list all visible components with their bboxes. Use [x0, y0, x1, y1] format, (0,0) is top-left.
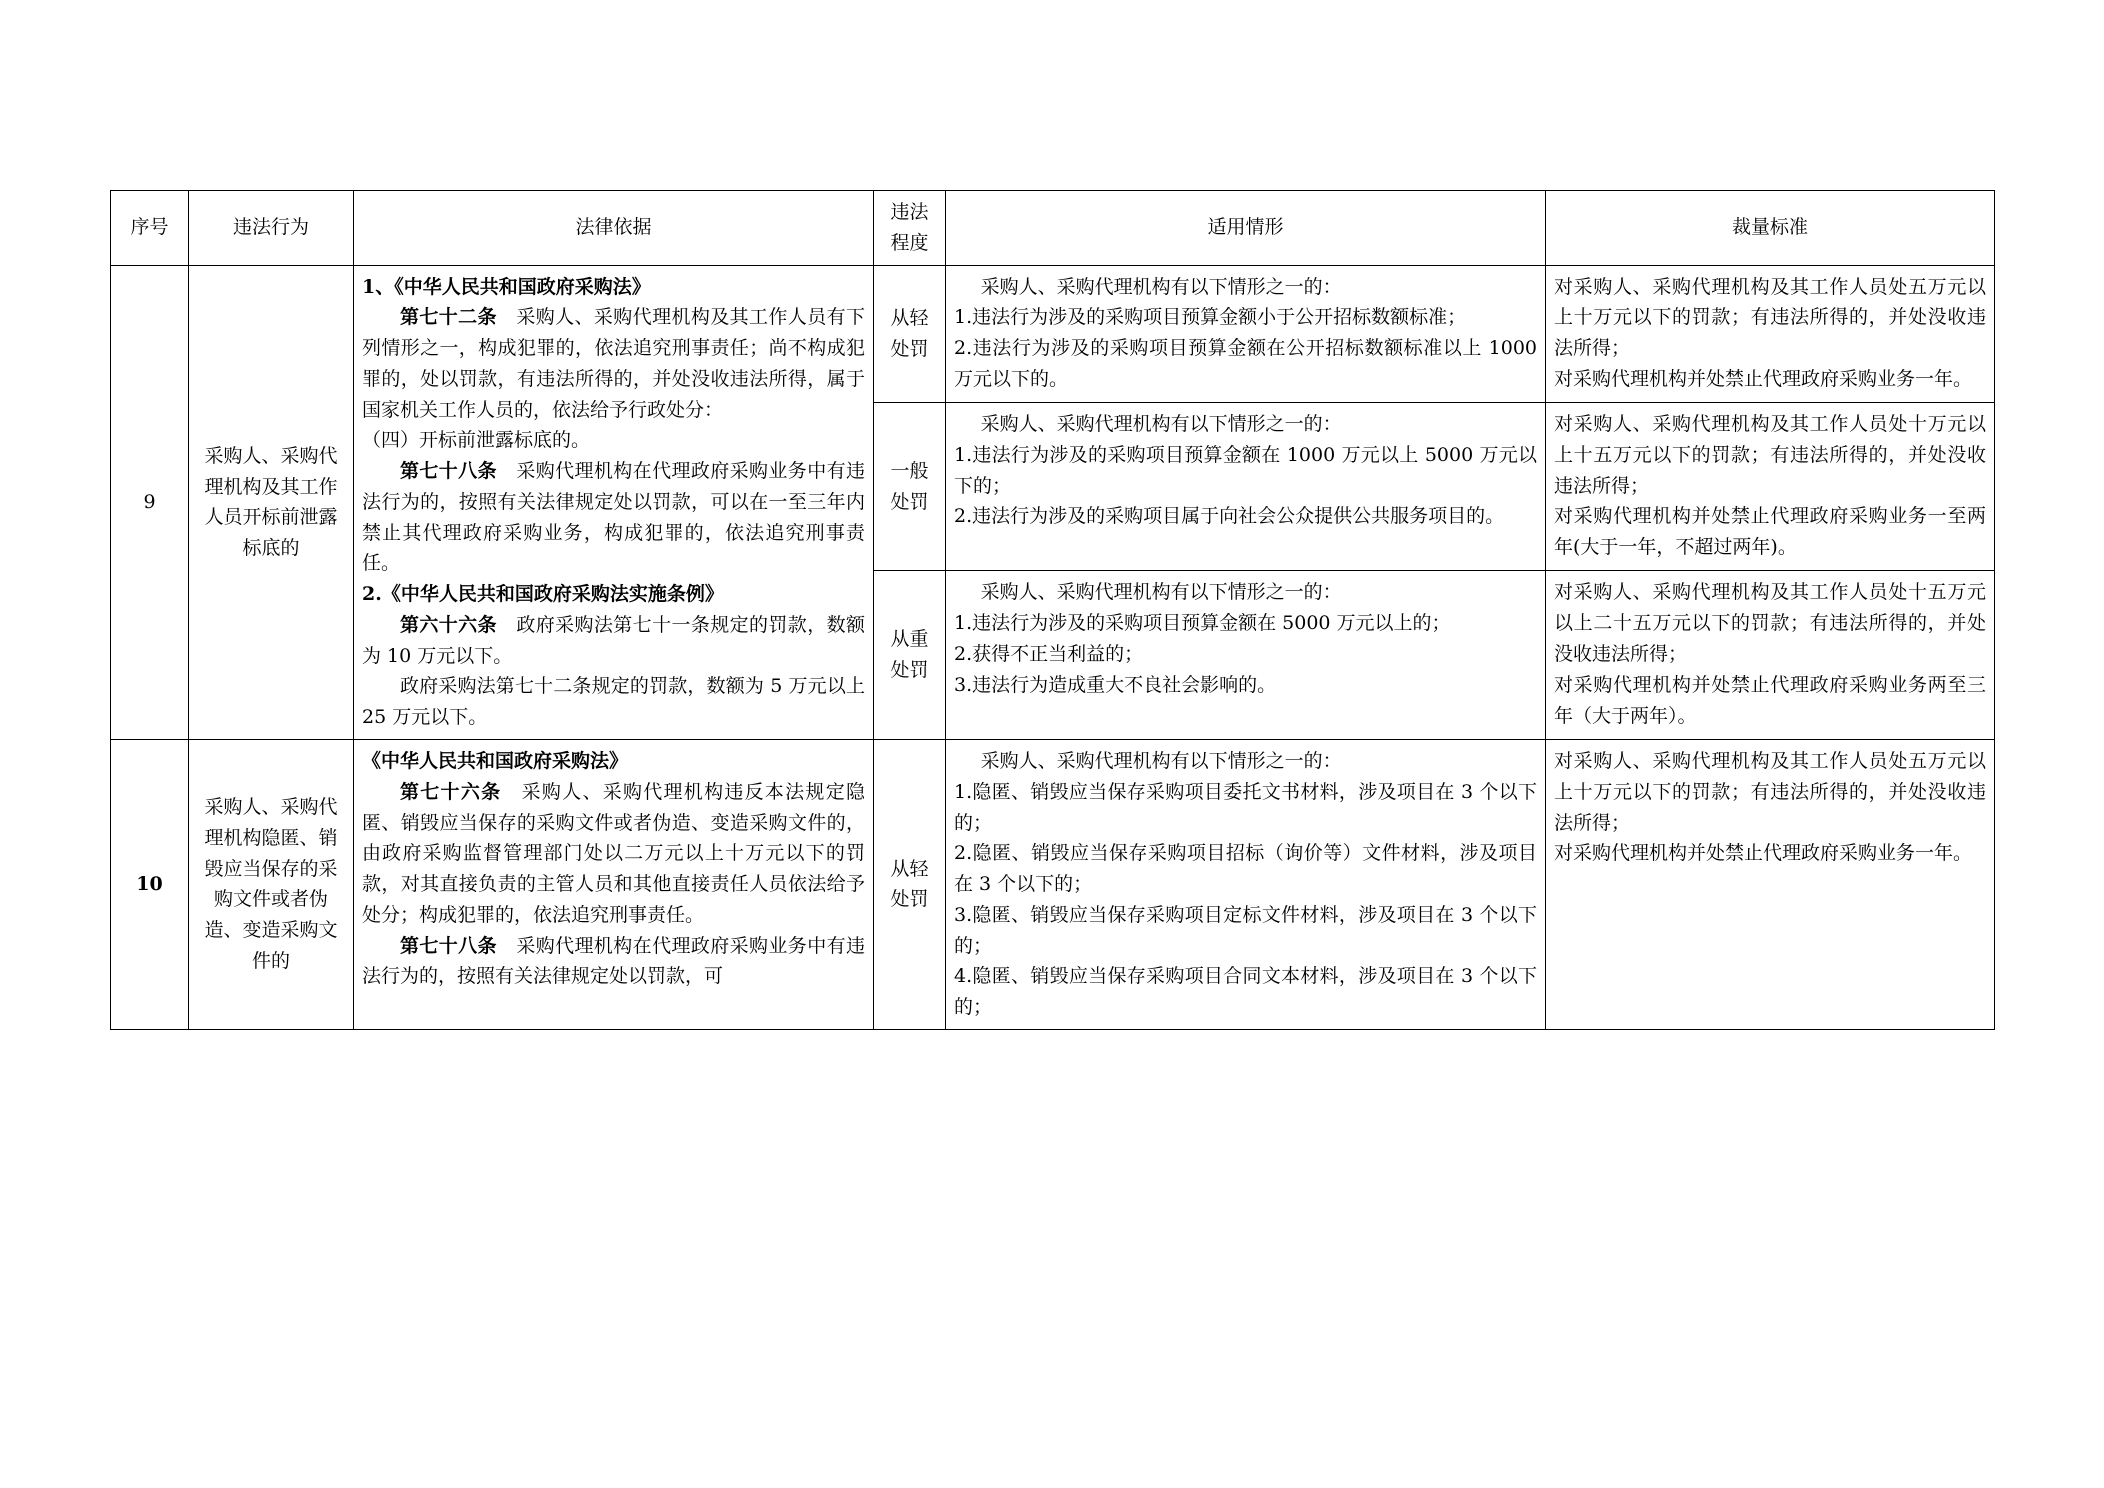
- table-row: [111, 265, 1995, 402]
- law-article-text: 采购人、采购代理机构及其工作人员有下列情形之一，构成犯罪的，依法追究刑事责任；尚不构成犯罪的，处以罚款，有违法所得的，并处没收违法所得，属于国家机关工作人员的，依法给予行政处分：: [362, 306, 865, 421]
- law-paragraph: 政府采购法第七十二条规定的罚款，数额为 5 万元以上 25 万元以下。: [362, 675, 865, 729]
- cell-standard: [1546, 402, 1995, 571]
- standard-paragraph: 对采购代理机构并处禁止代理政府采购业务两至三年（大于两年）。: [1554, 673, 1986, 727]
- law-article-ref: 第七十二条: [400, 306, 497, 329]
- cell-situation: [946, 571, 1546, 740]
- table-header: [111, 191, 1995, 266]
- law-article-ref: 第七十六条: [400, 780, 502, 803]
- cell-degree: [874, 571, 946, 740]
- cell-degree: [874, 265, 946, 402]
- situation-paragraph: 1.违法行为涉及的采购项目预算金额在 5000 万元以上的；: [954, 612, 1451, 635]
- standard-paragraph: 对采购人、采购代理机构及其工作人员处五万元以上十万元以下的罚款；有违法所得的，并处没收违法所得；: [1554, 750, 1986, 834]
- cell-standard: [1546, 740, 1995, 1030]
- cell-seq-10: 10: [111, 740, 189, 1030]
- degree-line-2: 处罚: [890, 490, 929, 513]
- standard-paragraph: 对采购代理机构并处禁止代理政府采购业务一年。: [1554, 842, 1973, 865]
- law-paragraph: [362, 610, 865, 672]
- situation-paragraph: 采购人、采购代理机构有以下情形之一的：: [980, 275, 1342, 298]
- cell-situation: [946, 402, 1546, 571]
- situation-paragraph: 采购人、采购代理机构有以下情形之一的：: [980, 412, 1342, 435]
- header-row: [111, 191, 1995, 266]
- situation-paragraph: 2.违法行为涉及的采购项目属于向社会公众提供公共服务项目的。: [954, 505, 1505, 528]
- law-article-text: 采购人、采购代理机构违反本法规定隐匿、销毁应当保存的采购文件或者伪造、变造采购文件的，由政府采购监督管理部门处以二万元以上十万元以下的罚款，对其直接负责的主管人员和其他直接责任人员依法给予处分；构成犯罪的，依法追究刑事责任。: [362, 780, 865, 926]
- law-article-text: 政府采购法第七十一条规定的罚款，数额为 10 万元以下。: [362, 613, 865, 667]
- situation-paragraph: 2.违法行为涉及的采购项目预算金额在公开招标数额标准以上 1000 万元以下的。: [954, 337, 1537, 390]
- degree-line-1: 从轻: [890, 857, 929, 880]
- law-article-ref: 第七十八条: [400, 460, 497, 483]
- cell-situation: [946, 265, 1546, 402]
- header-degree-line-2: 程度: [890, 231, 929, 254]
- situation-paragraph: 1.违法行为涉及的采购项目预算金额在 1000 万元以上 5000 万元以下的；: [954, 443, 1537, 497]
- discretion-standards-table: [110, 190, 1995, 1030]
- header-applicable-situation: 适用情形: [946, 191, 1546, 266]
- situation-paragraph: 1.隐匿、销毁应当保存采购项目委托文书材料，涉及项目在 3 个以下的；: [954, 780, 1537, 834]
- law-article-ref: 第六十六条: [400, 613, 497, 636]
- standard-paragraph: 对采购代理机构并处禁止代理政府采购业务一至两年(大于一年，不超过两年)。: [1554, 505, 1986, 559]
- table-body: [111, 265, 1995, 1029]
- standard-paragraph: 对采购人、采购代理机构及其工作人员处十五万元以上二十五万元以下的罚款；有违法所得的，并处没收违法所得；: [1554, 581, 1986, 666]
- cell-law-10: [354, 740, 874, 1030]
- header-illegal-act: 违法行为: [189, 191, 354, 266]
- header-degree-line-1: 违法: [890, 201, 929, 223]
- header-violation-degree: [874, 191, 946, 266]
- law-article-text: 采购代理机构在代理政府采购业务中有违法行为的，按照有关法律规定处以罚款，可: [362, 934, 865, 988]
- cell-degree: [874, 402, 946, 571]
- degree-line-1: 从重: [890, 628, 929, 651]
- situation-paragraph: 采购人、采购代理机构有以下情形之一的：: [980, 750, 1342, 773]
- degree-line-1: 一般: [890, 459, 929, 482]
- law-article-text: 采购代理机构在代理政府采购业务中有违法行为的，按照有关法律规定处以罚款，可以在一至三年内禁止其代理政府采购业务，构成犯罪的，依法追究刑事责任。: [362, 460, 865, 575]
- law-paragraph: 《中华人民共和国政府采购法》: [362, 750, 629, 773]
- standard-paragraph: 对采购人、采购代理机构及其工作人员处十万元以上十五万元以下的罚款；有违法所得的，并处没收违法所得；: [1554, 412, 1986, 497]
- cell-act-9: 采购人、采购代理机构及其工作人员开标前泄露标底的: [189, 265, 354, 739]
- law-paragraph: [362, 777, 865, 931]
- cell-seq-9: 9: [111, 265, 189, 739]
- law-paragraph: 1、《中华人民共和国政府采购法》: [362, 275, 651, 298]
- standard-paragraph: 对采购人、采购代理机构及其工作人员处五万元以上十万元以下的罚款；有违法所得的，并处没收违法所得；: [1554, 275, 1986, 360]
- cell-standard: [1546, 265, 1995, 402]
- header-discretion-standard: 裁量标准: [1546, 191, 1995, 266]
- law-paragraph: [362, 931, 865, 993]
- situation-paragraph: 采购人、采购代理机构有以下情形之一的：: [980, 581, 1342, 604]
- degree-line-1: 从轻: [890, 306, 929, 329]
- situation-paragraph: 1.违法行为涉及的采购项目预算金额小于公开招标数额标准；: [954, 306, 1467, 329]
- law-paragraph: [362, 302, 865, 425]
- cell-law-9: [354, 265, 874, 739]
- law-paragraph: [362, 456, 865, 579]
- cell-act-10: 采购人、采购代理机构隐匿、销毁应当保存的采购文件或者伪造、变造采购文件的: [189, 740, 354, 1030]
- law-paragraph: 2.《中华人民共和国政府采购法实施条例》: [362, 583, 724, 606]
- situation-paragraph: 2.获得不正当利益的；: [954, 643, 1144, 666]
- law-article-ref: 第七十八条: [400, 934, 497, 957]
- degree-line-2: 处罚: [890, 888, 929, 911]
- degree-line-2: 处罚: [890, 337, 929, 360]
- cell-situation: [946, 740, 1546, 1030]
- cell-degree: [874, 740, 946, 1030]
- cell-standard: [1546, 571, 1995, 740]
- law-paragraph: （四）开标前泄露标底的。: [362, 429, 591, 452]
- table-row: [111, 740, 1995, 1030]
- header-seq: 序号: [111, 191, 189, 266]
- situation-paragraph: 3.隐匿、销毁应当保存采购项目定标文件材料，涉及项目在 3 个以下的；: [954, 903, 1537, 957]
- degree-line-2: 处罚: [890, 659, 929, 682]
- standard-paragraph: 对采购代理机构并处禁止代理政府采购业务一年。: [1554, 367, 1973, 390]
- header-legal-basis: 法律依据: [354, 191, 874, 266]
- situation-paragraph: 4.隐匿、销毁应当保存采购项目合同文本材料，涉及项目在 3 个以下的；: [954, 965, 1537, 1019]
- situation-paragraph: 3.违法行为造成重大不良社会影响的。: [954, 673, 1277, 696]
- situation-paragraph: 2.隐匿、销毁应当保存采购项目招标（询价等）文件材料，涉及项目在 3 个以下的；: [954, 842, 1537, 896]
